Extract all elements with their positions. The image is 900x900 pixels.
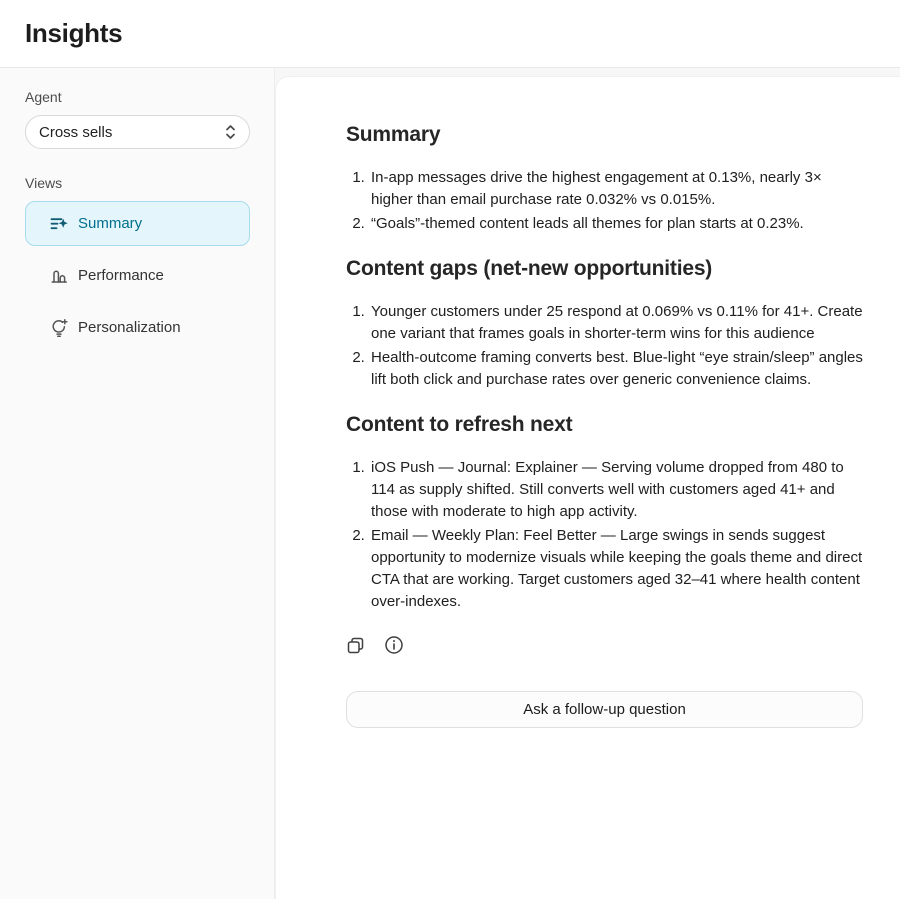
lightbulb-sparkle-icon bbox=[49, 318, 69, 338]
section-summary bbox=[346, 123, 863, 235]
section-content-gaps bbox=[346, 257, 863, 391]
section-list bbox=[346, 457, 863, 613]
chevron-up-down-icon bbox=[224, 124, 237, 140]
ask-followup-button[interactable]: Ask a follow-up question bbox=[346, 691, 863, 728]
copy-button[interactable] bbox=[346, 636, 365, 655]
main-area bbox=[275, 68, 900, 899]
agent-select[interactable] bbox=[25, 115, 250, 149]
list-item: 2. Email — Weekly Plan: Feel Better — Large swings in sends suggest opportunity to modernize visuals while keeping the goals theme and direct CTA that are working. Target customers aged 32–41 where health content over-indexes. bbox=[369, 525, 863, 613]
insights-card bbox=[275, 76, 900, 899]
section-heading: Content to refresh next bbox=[346, 413, 573, 436]
section-list bbox=[346, 301, 863, 391]
sidebar-item-summary[interactable] bbox=[25, 201, 250, 246]
summary-list-sparkle-icon bbox=[49, 214, 69, 234]
list-item: 2. “Goals”-themed content leads all themes for plan starts at 0.23%. bbox=[369, 213, 863, 235]
section-list bbox=[346, 167, 863, 235]
sidebar-item-personalization[interactable] bbox=[25, 305, 250, 350]
agent-label: Agent bbox=[25, 89, 62, 105]
sidebar-item-label: Personalization bbox=[78, 319, 181, 336]
section-heading: Summary bbox=[346, 123, 441, 146]
bar-chart-icon bbox=[49, 266, 69, 286]
agent-select-value: Cross sells bbox=[39, 123, 113, 141]
sidebar-item-label: Summary bbox=[78, 215, 143, 232]
info-button[interactable] bbox=[384, 635, 404, 655]
sidebar-item-label: Performance bbox=[78, 267, 164, 284]
copy-icon bbox=[346, 636, 365, 655]
views-nav bbox=[25, 201, 249, 350]
list-item: 1. iOS Push — Journal: Explainer — Serving volume dropped from 480 to 114 as supply shifted. Still converts well with customers aged 41+ and those with moderate to high app activity. bbox=[369, 457, 863, 523]
list-item: 1. In-app messages drive the highest engagement at 0.13%, nearly 3× higher than email purchase rate 0.032% vs 0.015%. bbox=[369, 167, 863, 211]
section-heading: Content gaps (net-new opportunities) bbox=[346, 257, 713, 280]
page-title: Insights bbox=[25, 18, 123, 48]
actions-row bbox=[346, 635, 863, 655]
list-item: 2. Health-outcome framing converts best. Blue-light “eye strain/sleep” angles lift both click and purchase rates over generic convenience claims. bbox=[369, 347, 863, 391]
section-content-refresh bbox=[346, 413, 863, 613]
info-icon bbox=[384, 635, 404, 655]
sidebar-item-performance[interactable] bbox=[25, 253, 250, 298]
list-item: 1. Younger customers under 25 respond at 0.069% vs 0.11% for 41+. Create one variant that frames goals in shorter-term wins for this audience bbox=[369, 301, 863, 345]
top-bar bbox=[0, 0, 900, 68]
views-label: Views bbox=[25, 175, 63, 191]
sidebar bbox=[0, 68, 275, 899]
app-body bbox=[0, 68, 900, 899]
